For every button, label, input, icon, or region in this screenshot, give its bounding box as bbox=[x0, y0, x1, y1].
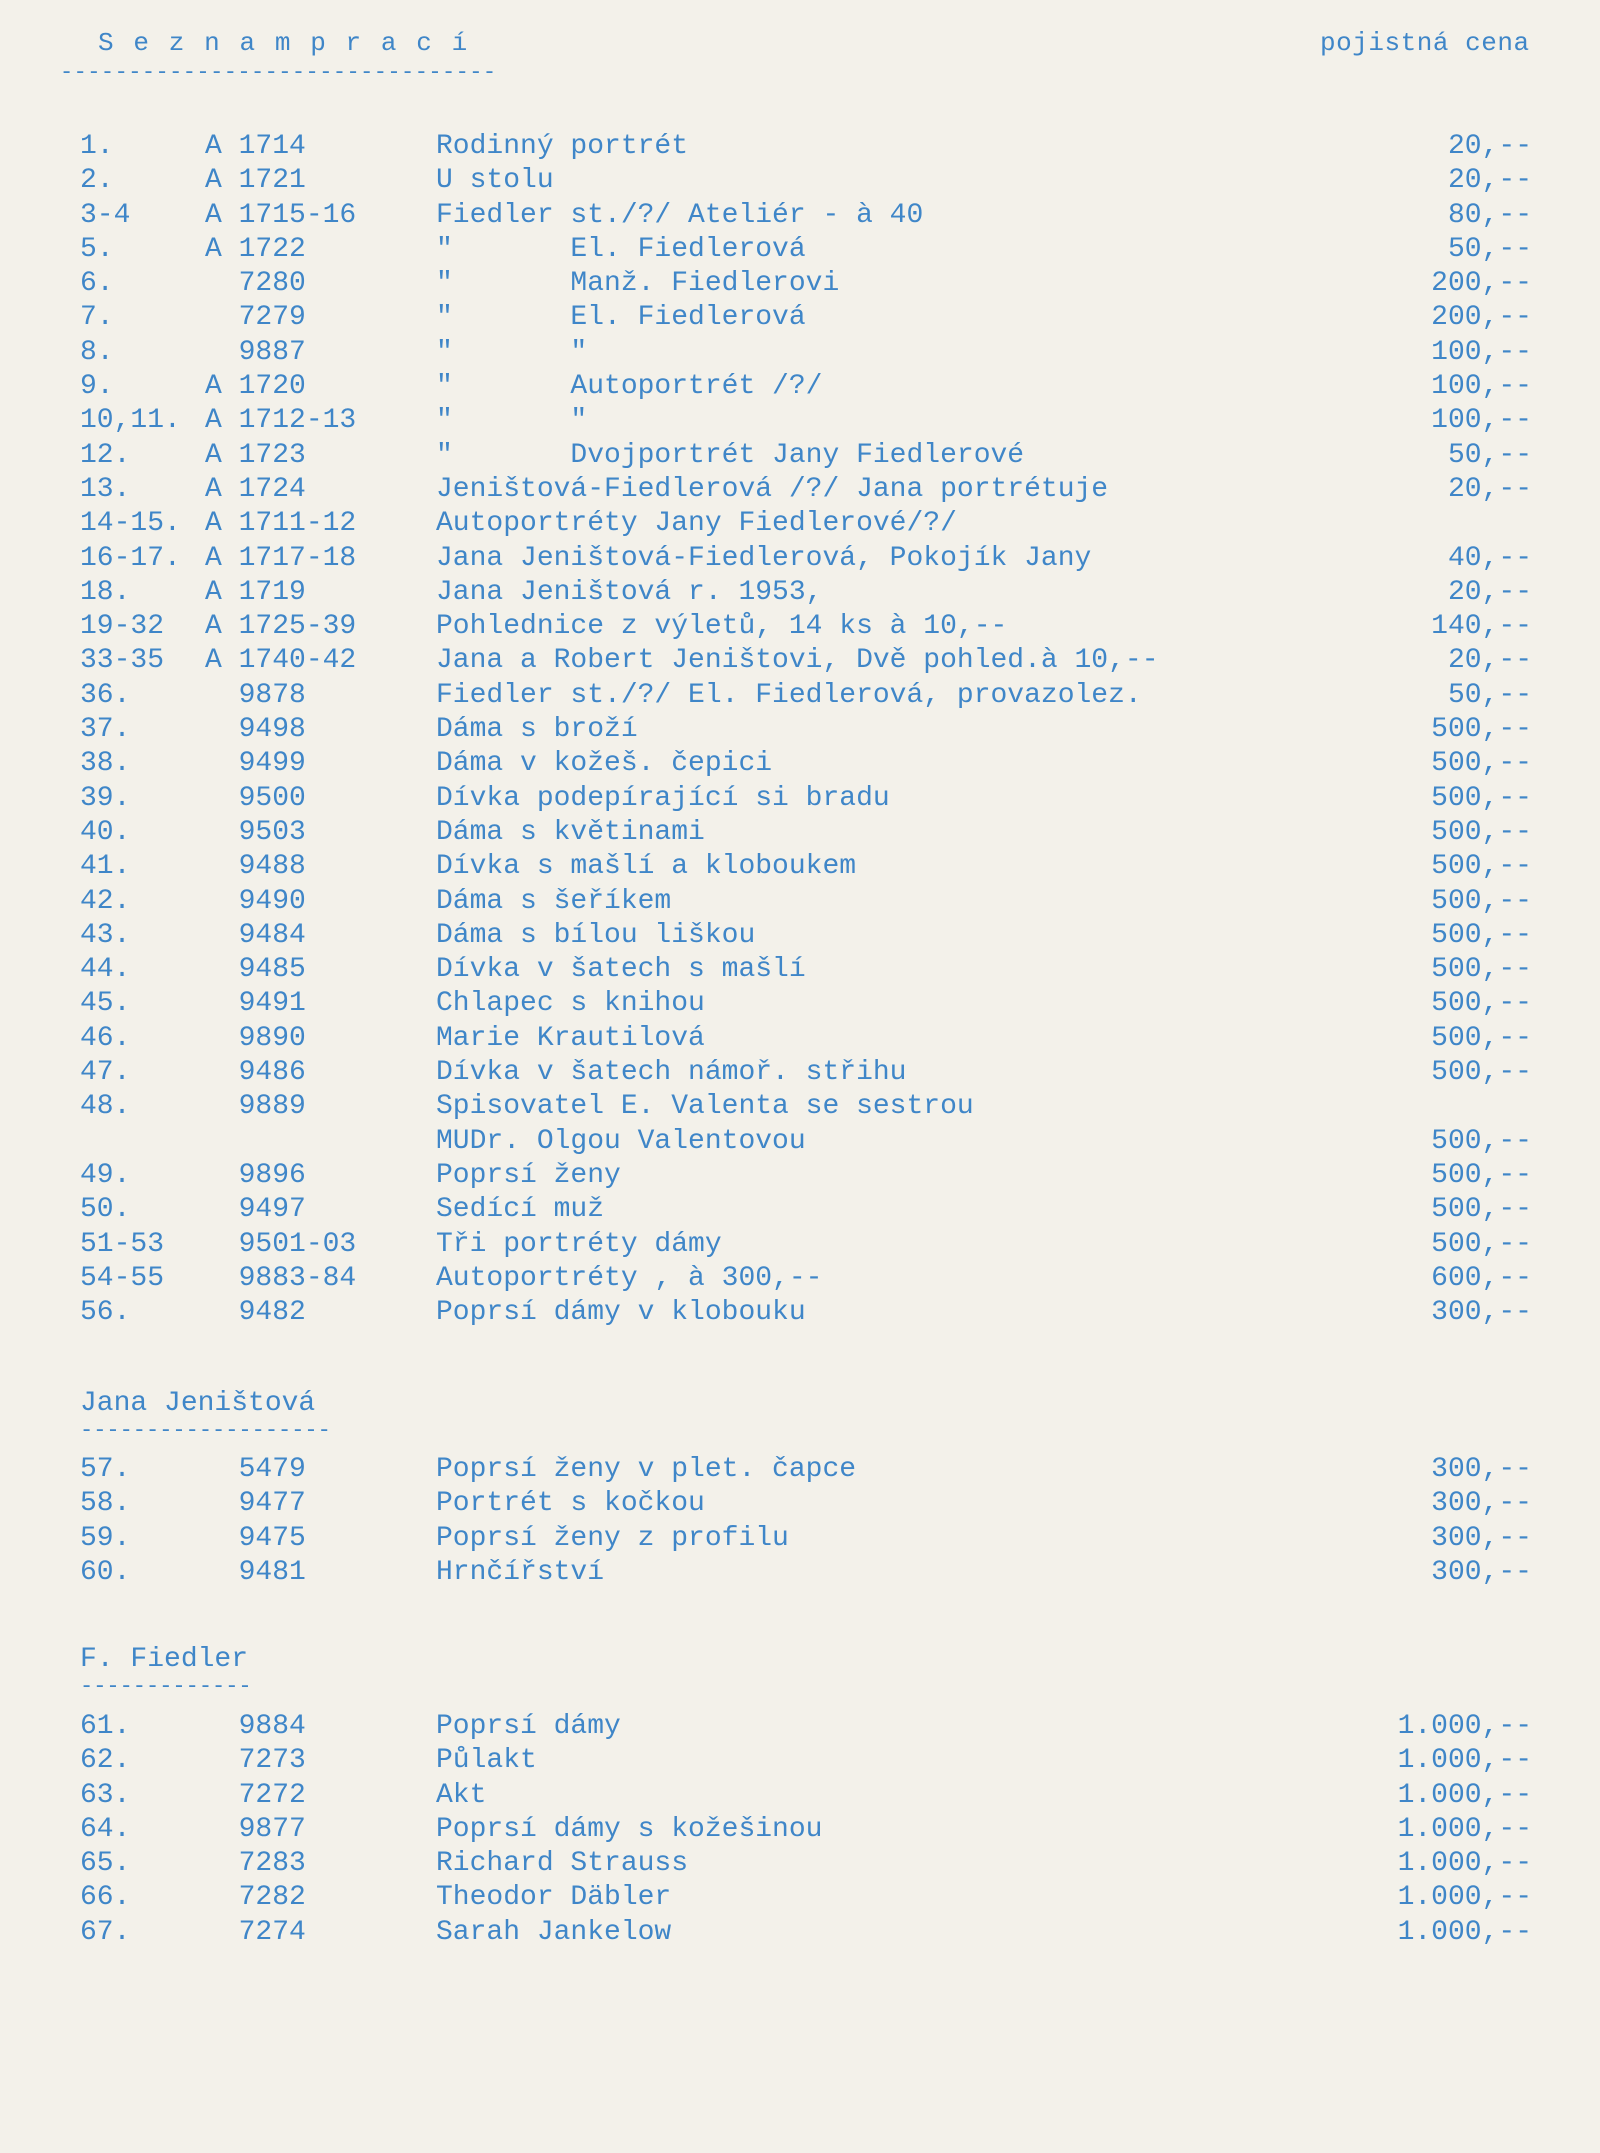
list-item bbox=[0, 404, 1600, 438]
item-title: " Autoportrét /?/ bbox=[436, 371, 823, 403]
catalog-number: 7272 bbox=[205, 1779, 306, 1811]
catalog-number: 9503 bbox=[205, 816, 306, 848]
catalog-number: A 1714 bbox=[205, 131, 306, 162]
list-item bbox=[0, 301, 1600, 335]
list-item bbox=[0, 644, 1600, 678]
item-price: 500,-- bbox=[1431, 1057, 1532, 1089]
item-price: 300,-- bbox=[1431, 1556, 1532, 1588]
list-item bbox=[0, 1228, 1600, 1262]
item-price: 500,-- bbox=[1431, 988, 1532, 1020]
catalog-number: 9883-84 bbox=[205, 1262, 357, 1294]
item-price: 500,-- bbox=[1431, 954, 1532, 986]
catalog-number: 7282 bbox=[205, 1882, 306, 1914]
item-price: 1.000,-- bbox=[1397, 1711, 1532, 1742]
item-price: 1.000,-- bbox=[1397, 1916, 1532, 1948]
catalog-number: 9497 bbox=[205, 1194, 306, 1226]
catalog-number: A 1717-18 bbox=[205, 542, 357, 574]
item-number: 1. bbox=[80, 131, 114, 162]
item-price: 1.000,-- bbox=[1397, 1745, 1532, 1777]
list-item bbox=[0, 199, 1600, 233]
item-price: 500,-- bbox=[1431, 1125, 1532, 1157]
item-title: Dáma s šeříkem bbox=[436, 885, 672, 917]
catalog-number: 7279 bbox=[205, 302, 306, 334]
list-item bbox=[0, 1847, 1600, 1881]
list-item bbox=[0, 747, 1600, 781]
jenistova-item-list bbox=[0, 1453, 1600, 1590]
item-number: 54-55 bbox=[80, 1262, 165, 1294]
catalog-number: A 1722 bbox=[205, 233, 306, 265]
item-title: Chlapec s knihou bbox=[436, 988, 705, 1020]
item-number: 12. bbox=[80, 439, 131, 471]
list-item bbox=[0, 610, 1600, 644]
item-title: Portrét s kočkou bbox=[436, 1488, 705, 1520]
list-item bbox=[0, 1916, 1600, 1950]
list-item bbox=[0, 1556, 1600, 1590]
item-number: 63. bbox=[80, 1779, 131, 1811]
item-title: Jana a Robert Jeništovi, Dvě pohled.à 10,-- bbox=[436, 645, 1159, 677]
item-number: 37. bbox=[80, 714, 131, 746]
item-number: 61. bbox=[80, 1711, 131, 1742]
catalog-number: 9887 bbox=[205, 336, 306, 368]
catalog-number: A 1712-13 bbox=[205, 405, 357, 437]
item-number: 18. bbox=[80, 576, 131, 608]
section-underline: ------------- bbox=[80, 1674, 252, 1699]
catalog-number: 9491 bbox=[205, 988, 306, 1020]
item-title: Sedící muž bbox=[436, 1194, 605, 1226]
item-price: 500,-- bbox=[1431, 816, 1532, 848]
catalog-number: 5479 bbox=[205, 1454, 306, 1485]
item-title: " " bbox=[436, 405, 588, 437]
item-title: Poprsí dámy bbox=[436, 1711, 621, 1742]
list-item bbox=[0, 267, 1600, 301]
item-number: 36. bbox=[80, 679, 131, 711]
item-price: 20,-- bbox=[1447, 131, 1532, 162]
item-price: 300,-- bbox=[1431, 1488, 1532, 1520]
item-title: Pohlednice z výletů, 14 ks à 10,-- bbox=[436, 611, 1008, 643]
list-item bbox=[0, 1159, 1600, 1193]
catalog-number: 9482 bbox=[205, 1297, 306, 1329]
list-item bbox=[0, 1453, 1600, 1487]
list-item bbox=[0, 1262, 1600, 1296]
item-number: 49. bbox=[80, 1159, 131, 1191]
item-title: " Dvojportrét Jany Fiedlerové bbox=[436, 439, 1025, 471]
list-item bbox=[0, 919, 1600, 953]
item-price: 500,-- bbox=[1431, 1022, 1532, 1054]
main-item-list bbox=[0, 130, 1600, 1330]
catalog-number: A 1720 bbox=[205, 371, 306, 403]
title-underline: -------------------------------- bbox=[60, 60, 497, 85]
item-number: 44. bbox=[80, 954, 131, 986]
list-item bbox=[0, 1779, 1600, 1813]
list-item bbox=[0, 713, 1600, 747]
item-number: 7. bbox=[80, 302, 114, 334]
list-item bbox=[0, 336, 1600, 370]
catalog-number: A 1725-39 bbox=[205, 611, 357, 643]
list-item bbox=[0, 1090, 1600, 1124]
item-title: Půlakt bbox=[436, 1745, 537, 1777]
item-price: 80,-- bbox=[1447, 199, 1532, 231]
item-number: 58. bbox=[80, 1488, 131, 1520]
catalog-number: 9499 bbox=[205, 748, 306, 780]
item-number: 45. bbox=[80, 988, 131, 1020]
item-title: Autoportréty , à 300,-- bbox=[436, 1262, 823, 1294]
list-item bbox=[0, 576, 1600, 610]
catalog-number: 9878 bbox=[205, 679, 306, 711]
list-item bbox=[0, 542, 1600, 576]
list-item bbox=[0, 782, 1600, 816]
list-item bbox=[0, 439, 1600, 473]
list-item bbox=[0, 1487, 1600, 1521]
catalog-number: A 1715-16 bbox=[205, 199, 357, 231]
item-title: Hrnčířství bbox=[436, 1556, 605, 1588]
item-title: Dáma v kožeš. čepici bbox=[436, 748, 773, 780]
catalog-number: 7280 bbox=[205, 268, 306, 300]
item-number: 67. bbox=[80, 1916, 131, 1948]
catalog-number: 7274 bbox=[205, 1916, 306, 1948]
item-title: Spisovatel E. Valenta se sestrou bbox=[436, 1091, 974, 1123]
item-number: 59. bbox=[80, 1522, 131, 1554]
list-item bbox=[0, 1813, 1600, 1847]
item-number: 39. bbox=[80, 782, 131, 814]
item-title: Rodinný portrét bbox=[436, 131, 689, 162]
item-number: 57. bbox=[80, 1454, 131, 1485]
item-number: 65. bbox=[80, 1848, 131, 1880]
catalog-number: 9490 bbox=[205, 885, 306, 917]
item-price: 20,-- bbox=[1447, 576, 1532, 608]
item-number: 19-32 bbox=[80, 611, 165, 643]
list-item bbox=[0, 1522, 1600, 1556]
item-title: Fiedler st./?/ El. Fiedlerová, provazolez. bbox=[436, 679, 1142, 711]
item-title: Jana Jeništová-Fiedlerová, Pokojík Jany bbox=[436, 542, 1092, 574]
item-number: 64. bbox=[80, 1813, 131, 1845]
item-title: Poprsí dámy v klobouku bbox=[436, 1297, 806, 1329]
item-number: 56. bbox=[80, 1297, 131, 1329]
item-title: Jeništová-Fiedlerová /?/ Jana portrétuje bbox=[436, 473, 1109, 505]
item-title: Richard Strauss bbox=[436, 1848, 689, 1880]
list-item bbox=[0, 1710, 1600, 1744]
catalog-number: 9485 bbox=[205, 954, 306, 986]
item-title: U stolu bbox=[436, 165, 554, 197]
item-price: 20,-- bbox=[1447, 165, 1532, 197]
catalog-number: 9488 bbox=[205, 851, 306, 883]
item-number: 41. bbox=[80, 851, 131, 883]
list-item bbox=[0, 507, 1600, 541]
item-number: 9. bbox=[80, 371, 114, 403]
item-title: Theodor Däbler bbox=[436, 1882, 672, 1914]
item-title: Poprsí ženy v plet. čapce bbox=[436, 1454, 857, 1485]
item-title: Poprsí ženy z profilu bbox=[436, 1522, 789, 1554]
item-number: 10,11. bbox=[80, 405, 181, 437]
item-price: 100,-- bbox=[1431, 336, 1532, 368]
list-item bbox=[0, 1056, 1600, 1090]
item-price: 20,-- bbox=[1447, 645, 1532, 677]
catalog-number: 9500 bbox=[205, 782, 306, 814]
item-title: " El. Fiedlerová bbox=[436, 233, 806, 265]
list-item bbox=[0, 850, 1600, 884]
item-price: 50,-- bbox=[1447, 233, 1532, 265]
item-title: Dáma s broží bbox=[436, 714, 638, 746]
catalog-number: A 1711-12 bbox=[205, 508, 357, 540]
catalog-number: A 1721 bbox=[205, 165, 306, 197]
list-item bbox=[0, 987, 1600, 1021]
catalog-number: A 1724 bbox=[205, 473, 306, 505]
section-heading: F. Fiedler bbox=[80, 1644, 249, 1675]
section-heading: Jana Jeništová bbox=[80, 1388, 316, 1419]
item-title: MUDr. Olgou Valentovou bbox=[436, 1125, 806, 1157]
list-item bbox=[0, 1022, 1600, 1056]
item-number: 47. bbox=[80, 1057, 131, 1089]
item-title: Tři portréty dámy bbox=[436, 1228, 722, 1260]
list-item bbox=[0, 1296, 1600, 1330]
item-number: 5. bbox=[80, 233, 114, 265]
item-number: 13. bbox=[80, 473, 131, 505]
item-number: 46. bbox=[80, 1022, 131, 1054]
list-item bbox=[0, 679, 1600, 713]
price-column-heading: pojistná cena bbox=[1320, 28, 1530, 58]
item-title: Dívka v šatech námoř. střihu bbox=[436, 1057, 907, 1089]
item-title: Fiedler st./?/ Ateliér - à 40 bbox=[436, 199, 924, 231]
item-price: 500,-- bbox=[1431, 885, 1532, 917]
item-price: 300,-- bbox=[1431, 1454, 1532, 1485]
item-price: 140,-- bbox=[1431, 611, 1532, 643]
item-title: Sarah Jankelow bbox=[436, 1916, 672, 1948]
catalog-number: 7273 bbox=[205, 1745, 306, 1777]
catalog-number: A 1723 bbox=[205, 439, 306, 471]
item-title: Dívka podepírající si bradu bbox=[436, 782, 890, 814]
item-price: 500,-- bbox=[1431, 1159, 1532, 1191]
catalog-number: 9498 bbox=[205, 714, 306, 746]
item-number: 66. bbox=[80, 1882, 131, 1914]
item-number: 51-53 bbox=[80, 1228, 165, 1260]
catalog-number: 9486 bbox=[205, 1057, 306, 1089]
list-item bbox=[0, 1125, 1600, 1159]
item-number: 42. bbox=[80, 885, 131, 917]
item-number: 40. bbox=[80, 816, 131, 848]
item-title: Akt bbox=[436, 1779, 487, 1811]
item-price: 600,-- bbox=[1431, 1262, 1532, 1294]
item-number: 2. bbox=[80, 165, 114, 197]
item-number: 6. bbox=[80, 268, 114, 300]
catalog-number: 9477 bbox=[205, 1488, 306, 1520]
item-price: 500,-- bbox=[1431, 714, 1532, 746]
list-item bbox=[0, 1193, 1600, 1227]
catalog-number: 9890 bbox=[205, 1022, 306, 1054]
catalog-number: 9501-03 bbox=[205, 1228, 357, 1260]
item-number: 38. bbox=[80, 748, 131, 780]
catalog-number: 9484 bbox=[205, 919, 306, 951]
item-title: Marie Krautilová bbox=[436, 1022, 705, 1054]
section-underline: ------------------- bbox=[80, 1418, 331, 1443]
item-price: 1.000,-- bbox=[1397, 1848, 1532, 1880]
item-number: 16-17. bbox=[80, 542, 181, 574]
catalog-number: 7283 bbox=[205, 1848, 306, 1880]
item-price: 500,-- bbox=[1431, 1228, 1532, 1260]
list-item bbox=[0, 953, 1600, 987]
catalog-number: 9896 bbox=[205, 1159, 306, 1191]
item-price: 100,-- bbox=[1431, 405, 1532, 437]
item-title: Jana Jeništová r. 1953, bbox=[436, 576, 823, 608]
item-price: 40,-- bbox=[1447, 542, 1532, 574]
catalog-number: 9884 bbox=[205, 1711, 306, 1742]
item-number: 60. bbox=[80, 1556, 131, 1588]
item-number: 33-35 bbox=[80, 645, 165, 677]
catalog-number: 9475 bbox=[205, 1522, 306, 1554]
item-title: Dáma s květinami bbox=[436, 816, 705, 848]
item-price: 500,-- bbox=[1431, 782, 1532, 814]
item-price: 50,-- bbox=[1447, 679, 1532, 711]
item-number: 14-15. bbox=[80, 508, 181, 540]
catalog-number: 9481 bbox=[205, 1556, 306, 1588]
catalog-number: A 1740-42 bbox=[205, 645, 357, 677]
item-price: 500,-- bbox=[1431, 748, 1532, 780]
item-title: Poprsí ženy bbox=[436, 1159, 621, 1191]
item-title: Autoportréty Jany Fiedlerové/?/ bbox=[436, 508, 957, 540]
item-title: " El. Fiedlerová bbox=[436, 302, 806, 334]
item-price: 50,-- bbox=[1447, 439, 1532, 471]
list-item bbox=[0, 1881, 1600, 1915]
item-price: 1.000,-- bbox=[1397, 1779, 1532, 1811]
item-price: 20,-- bbox=[1447, 473, 1532, 505]
item-title: " " bbox=[436, 336, 588, 368]
item-price: 100,-- bbox=[1431, 371, 1532, 403]
catalog-number: 9889 bbox=[205, 1091, 306, 1123]
item-number: 48. bbox=[80, 1091, 131, 1123]
item-title: Dívka v šatech s mašlí bbox=[436, 954, 806, 986]
item-price: 200,-- bbox=[1431, 302, 1532, 334]
catalog-number: 9877 bbox=[205, 1813, 306, 1845]
item-title: Dáma s bílou liškou bbox=[436, 919, 756, 951]
list-item bbox=[0, 885, 1600, 919]
item-title: Poprsí dámy s kožešinou bbox=[436, 1813, 823, 1845]
list-item bbox=[0, 1744, 1600, 1778]
item-number: 50. bbox=[80, 1194, 131, 1226]
list-item bbox=[0, 370, 1600, 404]
item-price: 500,-- bbox=[1431, 919, 1532, 951]
item-number: 8. bbox=[80, 336, 114, 368]
page-title: S e z n a m p r a c í bbox=[98, 28, 470, 58]
item-price: 1.000,-- bbox=[1397, 1813, 1532, 1845]
item-title: " Manž. Fiedlerovi bbox=[436, 268, 840, 300]
item-price: 300,-- bbox=[1431, 1522, 1532, 1554]
catalog-number: A 1719 bbox=[205, 576, 306, 608]
item-title: Dívka s mašlí a kloboukem bbox=[436, 851, 857, 883]
item-number: 43. bbox=[80, 919, 131, 951]
item-number: 3-4 bbox=[80, 199, 131, 231]
list-item bbox=[0, 130, 1600, 164]
item-price: 1.000,-- bbox=[1397, 1882, 1532, 1914]
item-price: 500,-- bbox=[1431, 1194, 1532, 1226]
fiedler-item-list bbox=[0, 1710, 1600, 1950]
item-number: 62. bbox=[80, 1745, 131, 1777]
list-item bbox=[0, 816, 1600, 850]
item-price: 200,-- bbox=[1431, 268, 1532, 300]
item-price: 500,-- bbox=[1431, 851, 1532, 883]
item-price: 300,-- bbox=[1431, 1297, 1532, 1329]
list-item bbox=[0, 233, 1600, 267]
list-item bbox=[0, 164, 1600, 198]
list-item bbox=[0, 473, 1600, 507]
